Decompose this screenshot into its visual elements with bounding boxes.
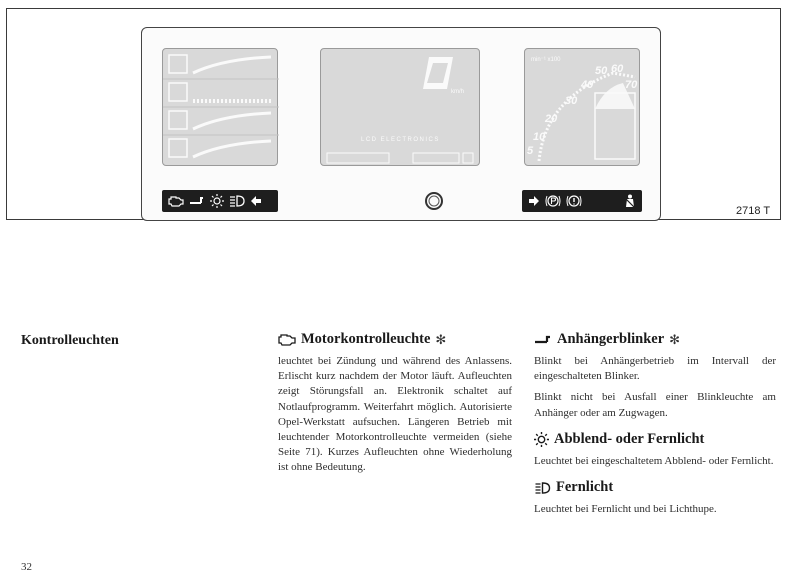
brake-warning-icon	[566, 194, 582, 208]
abblend-text: Leuchtet bei eingeschaltetem Abblend- oder Fernlicht.	[534, 454, 774, 467]
tacho-label-10: 10	[533, 131, 546, 143]
fern-text: Leuchtet bei Fernlicht und bei Lichthupe.	[534, 503, 717, 516]
abblend-title: Abblend- oder Fernlicht	[554, 430, 705, 447]
indicator-column	[534, 331, 776, 523]
turn-left-icon	[250, 195, 262, 207]
low-beam-icon	[534, 432, 549, 447]
tacho-label-20: 20	[545, 113, 558, 125]
page-number: 32	[21, 561, 32, 573]
high-beam-icon	[229, 195, 245, 207]
motor-title: Motorkontrolleuchte	[301, 331, 431, 347]
tacho-label-5: 5	[527, 145, 534, 157]
trailer-indicator-icon	[189, 195, 205, 207]
tacho-label-50: 50	[595, 65, 608, 77]
abblend-heading	[534, 431, 776, 448]
fern-heading	[534, 479, 776, 496]
tachometer-arc-graphic	[525, 49, 641, 167]
trip-reset-knob	[424, 191, 444, 216]
gauge-display	[162, 48, 278, 166]
tacho-label-40: 40	[581, 79, 594, 91]
tachometer-display	[524, 48, 640, 166]
trailer-indicator-icon	[534, 334, 552, 346]
tacho-label-30: 30	[565, 95, 578, 107]
motor-column	[278, 331, 512, 482]
speed-unit-label: km/h	[451, 89, 465, 95]
trailer-text-1: Blinkt bei Anhängerbetrieb im Intervall der eingeschalteten Blinker.	[534, 355, 776, 383]
dashboard-panel	[141, 27, 661, 221]
right-indicator-strip	[522, 190, 642, 212]
engine-check-icon	[168, 195, 184, 207]
gauge-bars-graphic	[163, 49, 279, 167]
figure-number: 2718 T	[736, 205, 771, 217]
speed-digit-graphic	[321, 49, 481, 167]
trailer-text-2: Blinkt nicht bei Ausfall einer Blinkleuchte am Anhänger oder am Zugwagen.	[534, 391, 776, 419]
high-beam-icon	[534, 482, 551, 494]
parking-brake-icon	[545, 194, 561, 208]
trailer-heading	[534, 331, 776, 348]
motor-marker: ✻	[435, 331, 447, 347]
fern-title: Fernlicht	[556, 479, 614, 496]
lcd-electronics-label: LCD ELECTRONICS	[361, 137, 440, 143]
tacho-label-60: 60	[611, 63, 624, 75]
tachometer-unit-label: min⁻¹ x100	[531, 57, 561, 63]
motor-heading	[278, 331, 512, 348]
seatbelt-icon	[624, 194, 636, 208]
engine-check-icon	[278, 333, 296, 346]
instrument-cluster-figure	[6, 8, 781, 220]
turn-right-icon	[528, 195, 540, 207]
motor-text: leuchtet bei Zündung und während des Anlassens. Erlischt kurz nachdem der Motor läuft. Aufleuchten zeigt Störungsfall an. Elektronik schaltet auf Notlaufprogramm. Weiterfahrt möglich. Autorisierte Opel-Werkstatt aufsuchen. Längeren Betrieb mit leuchtender Motorkontrolleuchte vermeiden (siehe Seite 71). Kurzes Aufleuchten ohne Wiederholung ist ohne Bedeutung.	[278, 355, 512, 474]
speed-display	[320, 48, 480, 166]
left-indicator-strip	[162, 190, 278, 212]
section-title: Kontrolleuchten	[21, 333, 119, 348]
low-beam-icon	[210, 194, 224, 208]
trailer-marker: ✻	[669, 331, 681, 347]
trailer-title: Anhängerblinker	[557, 331, 665, 347]
tacho-label-70: 70	[625, 79, 638, 91]
